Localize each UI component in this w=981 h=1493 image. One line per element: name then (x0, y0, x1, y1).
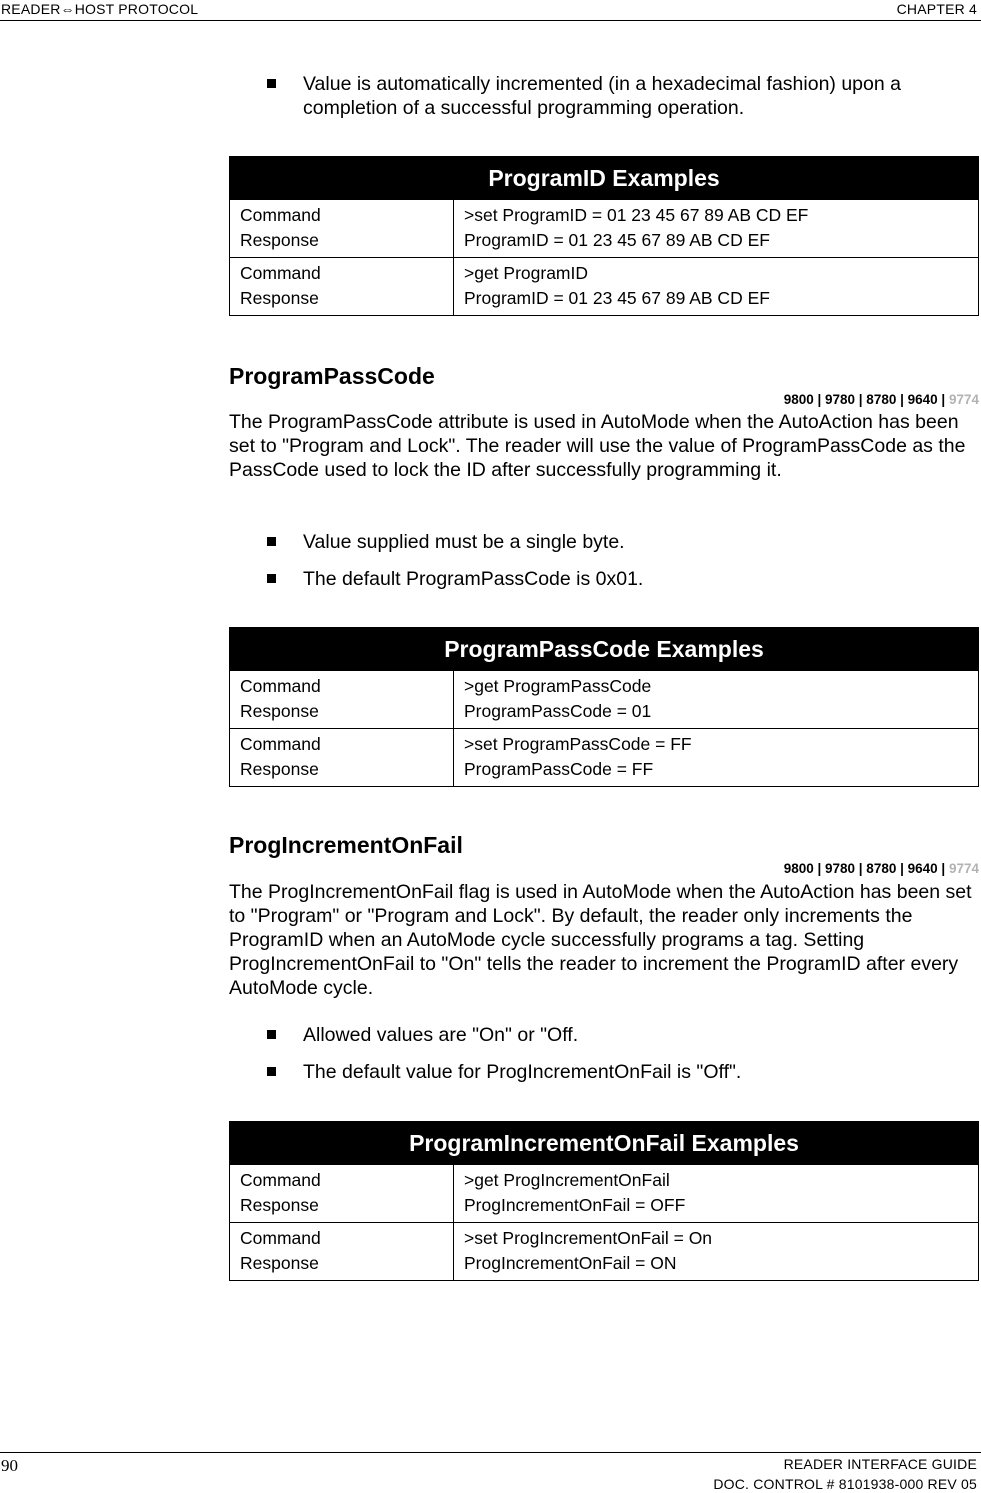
page-header (0, 0, 981, 21)
bullet-text: Value is automatically incremented (in a hexadecimal fashion) upon a completion of a successful programming operation. (303, 73, 901, 119)
footer-guide-title: READER INTERFACE GUIDE (783, 1456, 977, 1472)
table-title: ProgramPassCode Examples (230, 628, 979, 671)
row-label: Response (240, 759, 319, 779)
model-compatibility (784, 392, 979, 407)
programpasscode-examples-table (229, 627, 979, 787)
row-label: Response (240, 230, 319, 250)
row-value: >set ProgramPassCode = FF (464, 734, 692, 754)
progincrementonfail-examples-table (229, 1121, 979, 1281)
row-value: >get ProgramID (464, 263, 589, 283)
page-number: 90 (1, 1456, 18, 1475)
table-title: ProgramIncrementOnFail Examples (230, 1122, 979, 1165)
list-item (229, 1060, 979, 1084)
page-footer (0, 1452, 981, 1493)
table-row (230, 1223, 979, 1281)
square-bullet-icon (267, 1030, 276, 1039)
bullet-text: The default ProgramPassCode is 0x01. (303, 568, 644, 590)
square-bullet-icon (267, 79, 276, 88)
row-value: ProgramPassCode = FF (464, 759, 654, 779)
square-bullet-icon (267, 537, 276, 546)
table-row (230, 729, 979, 787)
row-label: Command (240, 734, 321, 754)
row-label: Response (240, 288, 319, 308)
list-item (229, 72, 979, 120)
row-label: Command (240, 263, 321, 283)
row-value: >get ProgramPassCode (464, 676, 652, 696)
bullet-text: Allowed values are "On" or "Off. (303, 1024, 579, 1046)
row-label: Command (240, 1170, 321, 1190)
table-row (230, 258, 979, 316)
row-label: Command (240, 205, 321, 225)
row-value: ProgramID = 01 23 45 67 89 AB CD EF (464, 288, 770, 308)
table-row (230, 1165, 979, 1223)
table-title: ProgramID Examples (230, 157, 979, 200)
models-supported: 9800 | 9780 | 8780 | 9640 | (783, 392, 946, 407)
row-label: Command (240, 676, 321, 696)
passcode-bullet-list (229, 530, 979, 591)
footer-doc-control: DOC. CONTROL # 8101938-000 REV 05 (713, 1476, 977, 1492)
section-paragraph: The ProgIncrementOnFail flag is used in AutoMode when the AutoAction has been set to "Program" or "Program and Lock". By default, the reader only increments the ProgramID when an AutoMode cycle successfully programs a tag. Setting ProgIncrementOnFail to "On" tells the reader to increment the ProgramID after every AutoMode cycle. (229, 881, 972, 999)
row-label: Command (240, 1228, 321, 1248)
row-value: >set ProgIncrementOnFail = On (464, 1228, 713, 1248)
row-value: >get ProgIncrementOnFail (464, 1170, 670, 1190)
row-label: Response (240, 701, 319, 721)
square-bullet-icon (267, 574, 276, 583)
bullet-text: The default value for ProgIncrementOnFail is "Off". (303, 1061, 742, 1083)
models-unsupported: 9774 (948, 392, 979, 407)
section-title-progincrementonfail: ProgIncrementOnFail (229, 832, 463, 858)
models-unsupported: 9774 (948, 861, 979, 876)
table-row (230, 200, 979, 258)
section-title-programpasscode: ProgramPassCode (229, 363, 435, 389)
row-label: Response (240, 1195, 319, 1215)
section-paragraph: The ProgramPassCode attribute is used in AutoMode when the AutoAction has been set to "Program and Lock". The reader will use the value of ProgramPassCode as the PassCode used to lock the ID after successfully programming it. (229, 411, 966, 481)
table-row (230, 671, 979, 729)
header-right: CHAPTER 4 (896, 1, 977, 17)
incfail-bullet-list (229, 1023, 979, 1084)
list-item (229, 530, 979, 554)
row-label: Response (240, 1253, 319, 1273)
row-value: ProgramID = 01 23 45 67 89 AB CD EF (464, 230, 770, 250)
programid-examples-table (229, 156, 979, 316)
models-supported: 9800 | 9780 | 8780 | 9640 | (783, 861, 946, 876)
row-value: >set ProgramID = 01 23 45 67 89 AB CD EF (464, 205, 809, 225)
square-bullet-icon (267, 1067, 276, 1076)
bullet-text: Value supplied must be a single byte. (303, 531, 625, 553)
list-item (229, 1023, 979, 1047)
header-left: READER⇔HOST PROTOCOL (1, 1, 199, 17)
model-compatibility (784, 861, 979, 876)
row-value: ProgIncrementOnFail = OFF (464, 1195, 686, 1215)
list-item (229, 567, 979, 591)
row-value: ProgIncrementOnFail = ON (464, 1253, 677, 1273)
row-value: ProgramPassCode = 01 (464, 701, 652, 721)
top-bullet-list (229, 72, 979, 120)
